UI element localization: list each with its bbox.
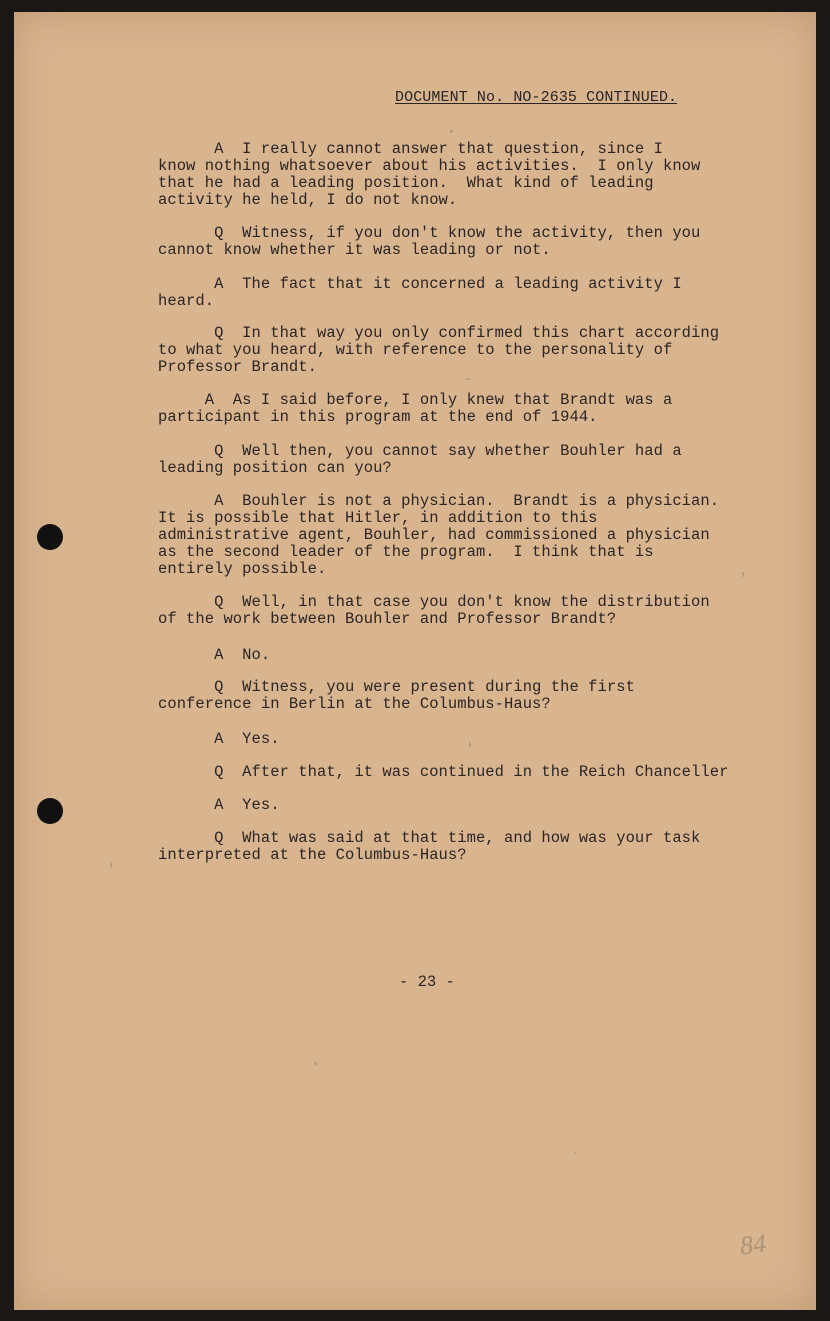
paper-speck [574,1152,576,1154]
paragraph: Q What was said at that time, and how was your task interpreted at the Columbus-Haus? [158,829,701,864]
document-header: DOCUMENT No. NO-2635 CONTINUED. [395,89,678,106]
paragraph: A No. [158,646,271,664]
paragraph: Q Witness, you were present during the first conference in Berlin at the Columbus-Haus? [158,678,635,713]
paragraph: A Yes. [158,796,280,814]
paragraph: A The fact that it concerned a leading activity I heard. [158,275,682,310]
pencil-note: 84 [738,1228,768,1261]
paragraph: A Bouhler is not a physician. Brandt is a physician. It is possible that Hitler, in addition to this administrative agent, Bouhler, had commissioned a physician as the second leader of the program. I think that is entirely possible. [158,492,720,578]
paper-speck [450,130,453,133]
punch-hole [37,524,63,550]
paragraph: Q Witness, if you don't know the activity, then you cannot know whether it was leading or not. [158,224,701,259]
paragraph: Q Well, in that case you don't know the distribution of the work between Bouhler and Professor Brandt? [158,593,710,628]
punch-hole [37,798,63,824]
paper-speck [469,742,471,747]
paragraph: A Yes. [158,730,280,748]
page-number: - 23 - [399,973,455,991]
paper-speck [742,572,744,577]
paragraph: A I really cannot answer that question, since I know nothing whatsoever about his activities. I only know that he had a leading position. What kind of leading activity he held, I do not know. [158,140,701,209]
paper-speck [314,1062,317,1065]
paragraph: A As I said before, I only knew that Brandt was a participant in this program at the end of 1944. [158,391,673,426]
paper-speck [466,378,470,380]
paragraph: Q Well then, you cannot say whether Bouhler had a leading position can you? [158,442,682,477]
paragraph: Q After that, it was continued in the Reich Chanceller [158,763,729,781]
paragraph: Q In that way you only confirmed this chart according to what you heard, with reference to the personality of Professor Brandt. [158,324,720,376]
document-page [14,12,816,1310]
paper-speck [110,862,112,868]
